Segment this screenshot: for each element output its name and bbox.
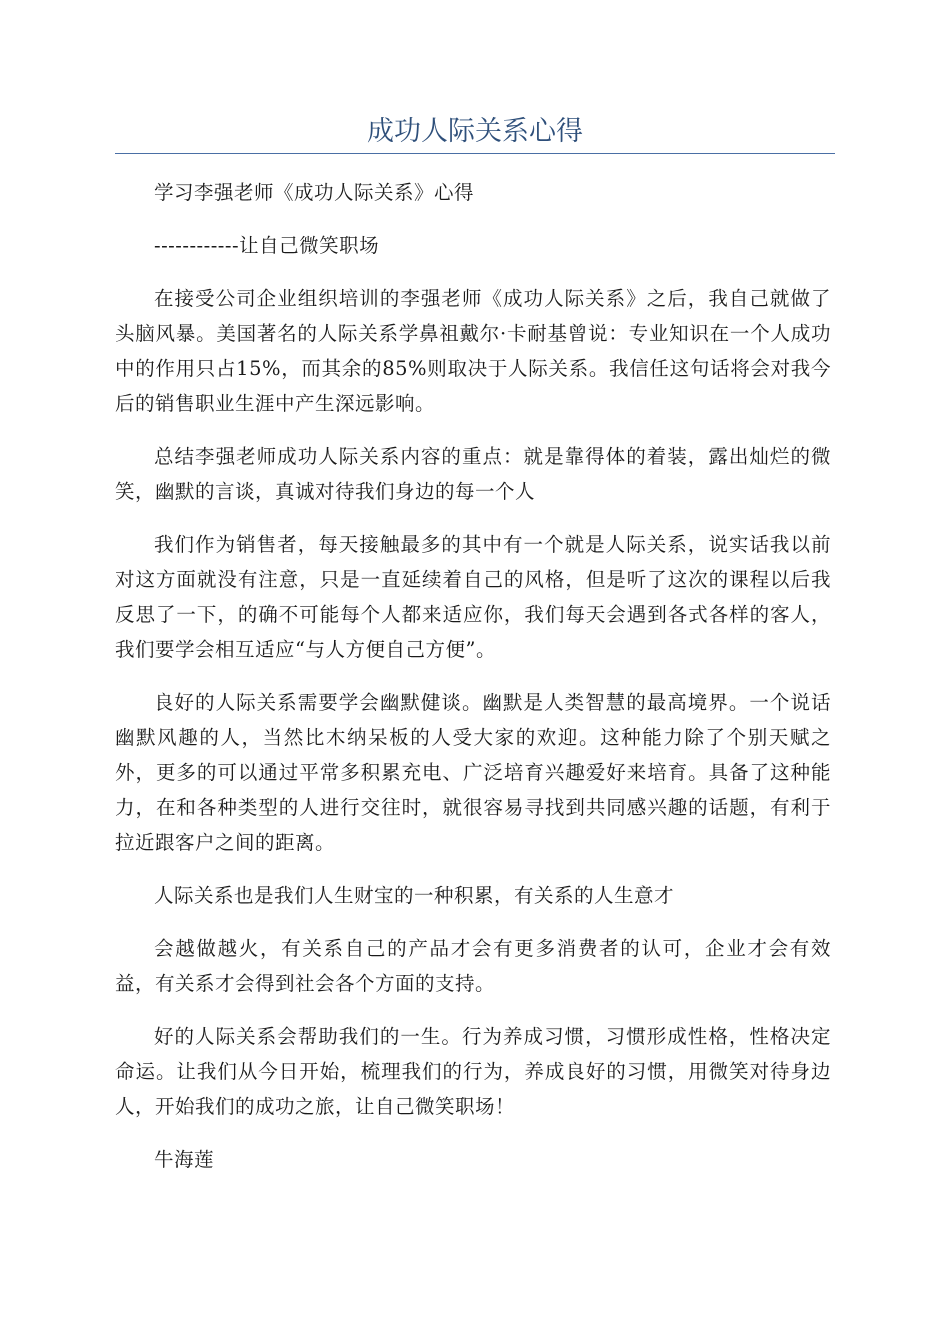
- body-paragraph: 我们作为销售者，每天接触最多的其中有一个就是人际关系，说实话我以前对这方面就没有注意，只是一直延续着自己的风格，但是听了这次的课程以后我反思了一下，的确不可能每个人都来适应你，我们每天会遇到各式各样的客人，我们要学会相互适应“与人方便自己方便”。: [115, 533, 831, 661]
- body-paragraph: 良好的人际关系需要学会幽默健谈。幽默是人类智慧的最高境界。一个说话幽默风趣的人，当然比木纳呆板的人受大家的欢迎。这种能力除了个别天赋之外，更多的可以通过平常多积累充电、广泛培育兴趣爱好来培育。具备了这种能力，在和各种类型的人进行交往时，就很容易寻找到共同感兴趣的话题，有利于拉近跟客户之间的距离。: [115, 691, 831, 854]
- body-paragraph: 总结李强老师成功人际关系内容的重点：就是靠得体的着装，露出灿烂的微笑，幽默的言谈，真诚对待我们身边的每一个人: [115, 445, 831, 503]
- body-paragraph: 人际关系也是我们人生财宝的一种积累，有关系的人生意才: [154, 884, 675, 907]
- document-body: [115, 175, 831, 1195]
- subtitle-paragraph: 学习李强老师《成功人际关系》心得: [154, 181, 475, 204]
- body-paragraph: 会越做越火，有关系自己的产品才会有更多消费者的认可，企业才会有效益，有关系才会得到社会各个方面的支持。: [115, 937, 831, 995]
- document-title: 成功人际关系心得: [367, 116, 583, 147]
- tagline-paragraph: ------------让自己微笑职场: [154, 234, 380, 257]
- title-underline: [115, 153, 835, 154]
- author-signature: 牛海莲: [154, 1148, 215, 1171]
- body-paragraph: 好的人际关系会帮助我们的一生。行为养成习惯，习惯形成性格，性格决定命运。让我们从今日开始，梳理我们的行为，养成良好的习惯，用微笑对待身边人，开始我们的成功之旅，让自己微笑职场！: [115, 1025, 831, 1118]
- body-paragraph: 在接受公司企业组织培训的李强老师《成功人际关系》之后，我自己就做了头脑风暴。美国著名的人际关系学鼻祖戴尔·卡耐基曾说：专业知识在一个人成功中的作用只占15%，而其余的85%则取决于人际关系。我信任这句话将会对我今后的销售职业生涯中产生深远影响。: [115, 287, 831, 415]
